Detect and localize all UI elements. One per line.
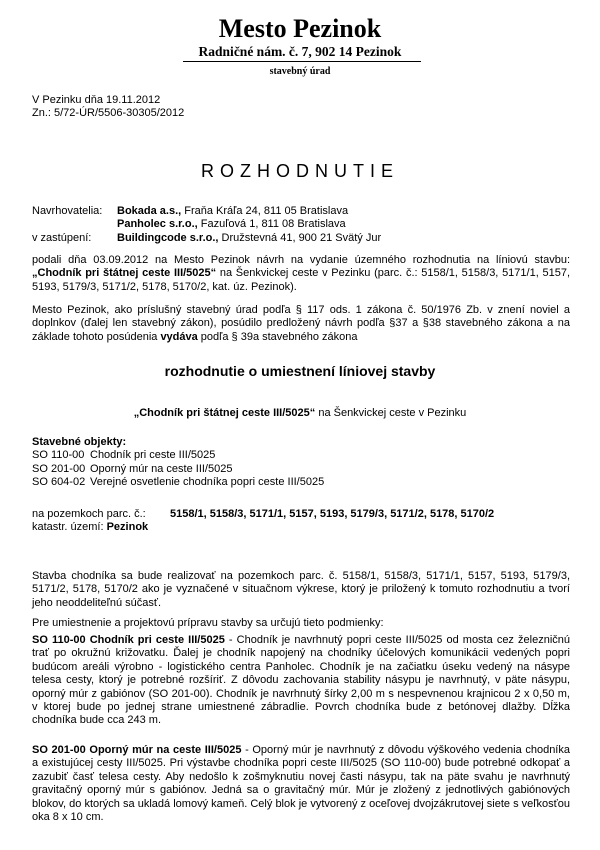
object-name: Oporný múr na ceste III/5025: [90, 462, 233, 475]
parcels-block: [32, 508, 570, 535]
proposer-address: Fazuľová 1, 811 08 Bratislava: [197, 218, 346, 231]
issues-keyword: vydáva: [160, 330, 198, 343]
proposer-address: Fraňa Kráľa 24, 811 05 Bratislava: [181, 205, 349, 217]
paragraph-application: podali dňa 03.09.2012 na Mesto Pezinok návrh na vydanie územného rozhodnutia na líniovú stavbu: „Chodník pri štátnej ceste III/5025“ na Šenkvickej ceste v Pezinku (parc. č.: 5158/1, 5158/3, 5171/1, 5157, 5193, 5179/3, 5171/2, 5178, 5170/2, kat. úz. Pezinok).: [32, 254, 570, 293]
parcels-row: [32, 508, 570, 521]
construction-name: „Chodník pri štátnej ceste III/5025“: [133, 407, 316, 419]
object-row: [32, 476, 570, 489]
paragraph-conditions-intro: Pre umiestnenie a projektovú prípravu stavby sa určujú tieto podmienky:: [32, 617, 384, 629]
object-row: [32, 449, 570, 462]
town-address: Radničné nám. č. 7, 902 14 Pezinok: [198, 44, 402, 59]
proposers-label: Navrhovatelia:: [32, 205, 103, 217]
document-title: ROZHODNUTIE: [201, 161, 399, 181]
parcels-label: na pozemkoch parc. č.:: [32, 508, 146, 520]
agent-address: Družstevná 41, 900 21 Svätý Jur: [218, 231, 382, 244]
proposer-name: Bokada a.s.,: [117, 205, 182, 217]
condition-so-201: [32, 744, 570, 824]
object-code: SO 201-00: [32, 462, 86, 475]
condition-text: - Chodník je navrhnutý popri ceste III/5025 od mosta cez železničnú trať po okružnú križovatku. Ďalej je chodník napojený na chodníky účelových komunikácii vedených popri budúcom areáli výrobno - logistického centra Panholec. Chodník je na začiatku úseku vedený na násype telesa cesty, ktorý je potrebné rozšíriť. Z dôvodu zachovania stability násypu je navrhnutý, v päte násypu, oporný múr z gabiónov (SO 201-00). Chodník je navrhnutý šírky 2,00 m s nespevnenou krajnicou 2 x 0,50 m, v ktorej bude po jednej strane umiestnené zábradlie. Povrch chodníka bude z betónovej dlažby. Dĺžka chodníka bude cca 243 m.: [32, 634, 570, 727]
condition-text: - Oporný múr je navrhnutý z dôvodu výškového vedenia chodníka a existujúcej cesty III/5025. Pri výstavbe chodníka popri ceste III/5025 (SO 110-00) bude potrebné odkopať a zazubiť časť telesa cesty. Aby nedošlo k zošmyknutiu novej časti násypu, tak na päte svahu je navrhnutý gravitačný oporný múr s gabiónov. Jedná sa o gravitačný múr. Múr je zložený z jednotlivých gabiónových blokov, do ktorých sa ukladá lomový kameň. Celý blok je vytvorený z oceľovej dvojzákrutovej siete s veľkosťou oka 8 x 10 cm.: [32, 744, 570, 824]
object-code: SO 110-00: [32, 449, 85, 462]
decision-subtitle: rozhodnutie o umiestnení líniovej stavby: [164, 363, 436, 379]
proposer-row: [32, 205, 570, 218]
reference-number: Zn.: 5/72-ÚR/5506-30305/2012: [32, 107, 185, 120]
agent-row: [32, 232, 570, 245]
condition-heading: SO 201-00 Oporný múr na ceste III/5025: [32, 744, 242, 756]
cadastre-row: [32, 521, 570, 534]
building-objects: [32, 436, 570, 490]
object-name: Chodník pri ceste III/5025: [90, 449, 216, 462]
condition-heading: SO 110-00 Chodník pri ceste III/5025: [32, 634, 225, 646]
object-code: SO 604-02: [32, 476, 86, 489]
object-row: [32, 463, 570, 476]
paragraph-realization: Stavba chodníka sa bude realizovať na pozemkoch parc. č. 5158/1, 5158/3, 5171/1, 5157, 5193, 5179/3, 5171/2, 5178, 5170/2 ako je vyznačené v situačnom výkrese, ktorý je priložený k tomuto rozhodnutiu a tvorí jeho neoddeliteľnú súčasť.: [32, 570, 570, 609]
town-name: Mesto Pezinok: [218, 14, 382, 43]
header-rule: [183, 61, 421, 62]
document-meta: [32, 94, 570, 121]
proposer-row: [32, 218, 570, 231]
condition-so-110: [32, 634, 570, 728]
parcel-numbers: 5158/1, 5158/3, 5171/1, 5157, 5193, 5179/3, 5171/2, 5178, 5170/2: [170, 508, 495, 520]
agent-name: Buildingcode s.r.o.,: [117, 231, 219, 244]
objects-heading: Stavebné objekty:: [32, 436, 127, 448]
date-line: V Pezinku dňa 19.11.2012: [32, 94, 161, 106]
construction-name: „Chodník pri štátnej ceste III/5025“: [32, 267, 217, 280]
construction-title: „Chodník pri štátnej ceste III/5025“ na Šenkvickej ceste v Pezinku: [133, 407, 467, 419]
cadastre-label: katastr. území:: [32, 521, 104, 534]
object-name: Verejné osvetlenie chodníka popri ceste III/5025: [90, 476, 325, 489]
agent-label: v zastúpení:: [32, 231, 92, 244]
office-name: stavebný úrad: [269, 66, 331, 77]
proposer-name: Panholec s.r.o.,: [117, 218, 198, 231]
parties-block: [32, 205, 570, 245]
cadastre-name: Pezinok: [106, 521, 149, 534]
paragraph-assessment: Mesto Pezinok, ako príslušný stavebný úrad podľa § 117 ods. 1 zákona č. 50/1976 Zb. v znení noviel a doplnkov (ďalej len stavebný zákon), posúdilo predložený návrh podľa §37 a §38 stavebného zákona a na základe tohoto posúdenia vydáva podľa § 39a stavebného zákona: [32, 304, 570, 343]
